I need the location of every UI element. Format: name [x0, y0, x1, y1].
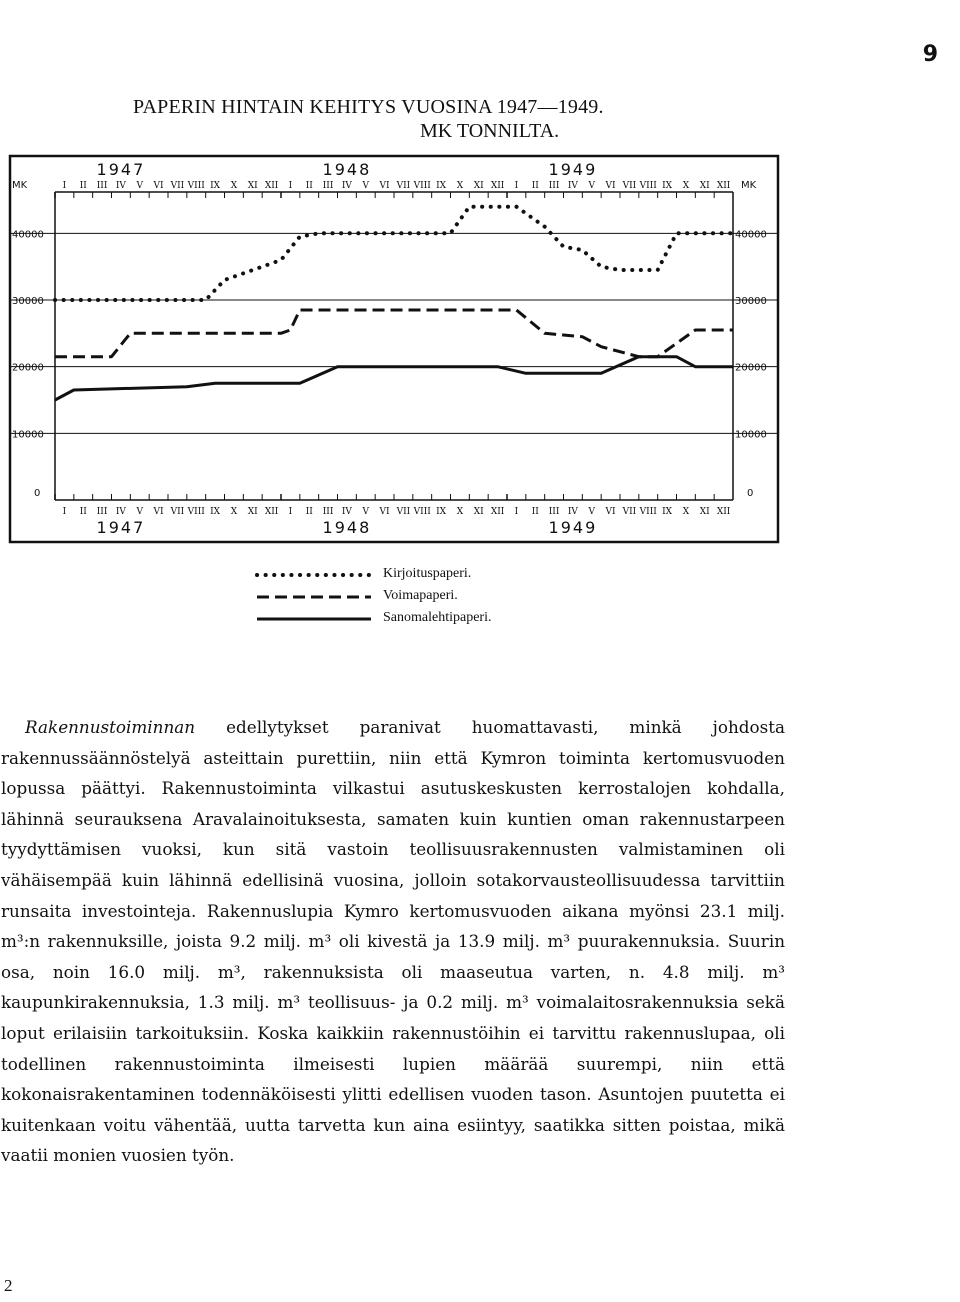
top-month-label: VI — [153, 181, 164, 191]
year-label-bottom: 1949 — [548, 518, 598, 537]
legend-label-voimapaperi: Voimapaperi. — [383, 588, 458, 603]
bottom-month-label: IX — [436, 507, 447, 517]
legend-label-kirjoituspaperi: Kirjoituspaperi. — [383, 566, 472, 581]
dotted-line-swatch — [255, 568, 373, 582]
y-tick-label-right: 0 — [747, 488, 754, 499]
legend-label-sanomalehtipaperi: Sanomalehtipaperi. — [383, 610, 492, 625]
top-month-label: III — [548, 181, 560, 191]
top-month-label: IV — [341, 181, 352, 191]
chart-title-line-1: PAPERIN HINTAIN KEHITYS VUOSINA 1947—1949. — [133, 96, 604, 118]
bottom-month-label: IX — [662, 507, 673, 517]
year-label-bottom: 1947 — [96, 518, 146, 537]
bottom-month-label: VI — [379, 507, 390, 517]
bottom-month-label: VII — [622, 507, 637, 517]
top-month-label: II — [531, 181, 539, 191]
top-month-label: V — [362, 181, 369, 191]
top-month-label: IV — [567, 181, 578, 191]
bottom-month-label: XI — [699, 507, 710, 517]
bottom-month-label: VI — [153, 507, 164, 517]
bottom-month-label: VI — [605, 507, 616, 517]
top-month-label: VIII — [639, 181, 657, 191]
bottom-month-label: X — [456, 507, 464, 517]
bottom-month-label: XII — [716, 507, 731, 517]
y-tick-label-left: 10000 — [12, 429, 44, 441]
bottom-month-label: XII — [264, 507, 279, 517]
bottom-month-label: X — [682, 507, 690, 517]
top-month-label: II — [305, 181, 313, 191]
price-chart — [0, 150, 960, 550]
top-month-label: VI — [379, 181, 390, 191]
bottom-month-label: VIII — [413, 507, 431, 517]
bottom-month-label: II — [79, 507, 87, 517]
body-paragraph — [1, 712, 785, 1171]
top-month-label: VIII — [187, 181, 205, 191]
top-month-label: V — [588, 181, 595, 191]
bottom-month-label: III — [548, 507, 560, 517]
y-tick-label-left: 40000 — [12, 229, 44, 241]
bottom-month-label: II — [305, 507, 313, 517]
month-ticks — [55, 192, 714, 500]
bottom-month-label: V — [588, 507, 595, 517]
series-line-dotted — [55, 207, 733, 300]
top-month-label: VIII — [413, 181, 431, 191]
bottom-month-label: III — [96, 507, 108, 517]
top-month-label: VII — [170, 181, 185, 191]
y-tick-label-left: 0 — [34, 488, 41, 499]
year-label-top: 1948 — [322, 160, 372, 179]
top-month-label: V — [136, 181, 143, 191]
top-month-label: XII — [490, 181, 505, 191]
top-month-label: IX — [662, 181, 673, 191]
bottom-month-label: XI — [473, 507, 484, 517]
y-tick-label-left: 20000 — [12, 362, 44, 374]
y-tick-label-right: 40000 — [735, 229, 767, 241]
top-month-label: XI — [473, 181, 484, 191]
dashed-line-swatch — [255, 590, 373, 604]
bottom-month-label: X — [230, 507, 238, 517]
chart-frame — [10, 156, 778, 542]
top-month-label: IX — [210, 181, 221, 191]
top-month-label: I — [514, 181, 519, 191]
bottom-month-label: II — [531, 507, 539, 517]
bottom-month-label: XI — [247, 507, 258, 517]
bottom-month-label: VII — [396, 507, 411, 517]
series-line-solid — [55, 357, 733, 400]
bottom-month-label: IV — [115, 507, 126, 517]
top-month-label: II — [79, 181, 87, 191]
top-month-label: X — [682, 181, 690, 191]
chart-title-line-2: MK TONNILTA. — [420, 120, 560, 142]
top-month-label: IX — [436, 181, 447, 191]
top-month-label: X — [456, 181, 464, 191]
page-number: 9 — [922, 42, 938, 67]
top-month-label: VII — [396, 181, 411, 191]
bottom-month-label: VII — [170, 507, 185, 517]
bottom-month-label: I — [62, 507, 67, 517]
bottom-month-label: V — [136, 507, 143, 517]
solid-line-swatch — [255, 612, 373, 626]
series-line-dashed — [55, 310, 733, 357]
bottom-month-label: VIII — [639, 507, 657, 517]
top-month-label: XII — [716, 181, 731, 191]
chart-labels — [12, 160, 767, 537]
top-month-label: IV — [115, 181, 126, 191]
top-month-label: XI — [699, 181, 710, 191]
body-paragraph-text: edellytykset paranivat huomattavasti, minkä johdosta rakennussäännöstelyä asteittain purettiin, niin että Kymron toiminta kertomusvuoden lopussa päättyi. Rakennustoiminta vilkastui asutuskeskusten kerrostalojen kohdalla, lähinnä seurauksena Aravalainoituksesta, samaten kuin kuntien oman rakennustarpeen tyydyttämisen vuoksi, kun sitä vastoin teollisuusrakennusten valmistaminen oli vähäisempää kuin lähinnä edellisinä vuosina, jolloin sotakorvausteollisuudessa tarvittiin runsaita investointeja. Rakennuslupia Kymro kertomusvuoden aikana myönsi 23.1 milj. m³:n rakennuksille, joista 9.2 milj. m³ oli kivestä ja 13.9 milj. m³ puurakennuksia. Suurin osa, noin 16.0 milj. m³, rakennuksista oli maaseutua varten, n. 4.8 milj. m³ kaupunkirakennuksia, 1.3 milj. m³ teollisuus- ja 0.2 milj. m³ voimalaitosrakennuksia sekä loput erilaisiin tarkoituksiin. Koska kaikkiin rakennustöihin ei tarvittu rakennuslupaa, oli todellinen rakennustoiminta ilmeisesti lupien määrää suurempi, niin että kokonaisrakentaminen todennäköisesti ylitti edellisen vuoden tason. Asuntojen puutetta ei kuitenkaan voitu vähentää, uutta tarvetta kun aina esiintyy, saatikka sitten poistaa, mikä vaatii monien vuosien työn. — [1, 717, 785, 1166]
y-tick-label-left: 30000 — [12, 296, 44, 307]
unit-label-left: MK — [12, 180, 28, 191]
top-month-label: VI — [605, 181, 616, 191]
chart-border — [10, 156, 778, 542]
body-lead-italic: Rakennustoiminnan — [25, 717, 196, 737]
bottom-month-label: IV — [341, 507, 352, 517]
y-tick-label-right: 20000 — [735, 362, 767, 374]
series-layer — [55, 207, 733, 400]
bottom-month-label: VIII — [187, 507, 205, 517]
bottom-month-label: IV — [567, 507, 578, 517]
bottom-month-label: III — [322, 507, 334, 517]
top-month-label: I — [62, 181, 67, 191]
bottom-month-label: IX — [210, 507, 221, 517]
footer-number: 2 — [4, 1276, 13, 1295]
top-month-label: XII — [264, 181, 279, 191]
top-month-label: III — [322, 181, 334, 191]
bottom-month-label: I — [288, 507, 293, 517]
y-tick-label-right: 30000 — [735, 296, 767, 307]
top-month-label: VII — [622, 181, 637, 191]
year-label-top: 1947 — [96, 160, 146, 179]
bottom-month-label: I — [514, 507, 519, 517]
y-tick-label-right: 10000 — [735, 429, 767, 441]
top-month-label: XI — [247, 181, 258, 191]
top-month-label: I — [288, 181, 293, 191]
year-label-top: 1949 — [548, 160, 598, 179]
year-label-bottom: 1948 — [322, 518, 372, 537]
top-month-label: X — [230, 181, 238, 191]
bottom-month-label: XII — [490, 507, 505, 517]
bottom-month-label: V — [362, 507, 369, 517]
top-month-label: III — [96, 181, 108, 191]
unit-label-right: MK — [741, 180, 757, 191]
body-text — [1, 712, 785, 1171]
